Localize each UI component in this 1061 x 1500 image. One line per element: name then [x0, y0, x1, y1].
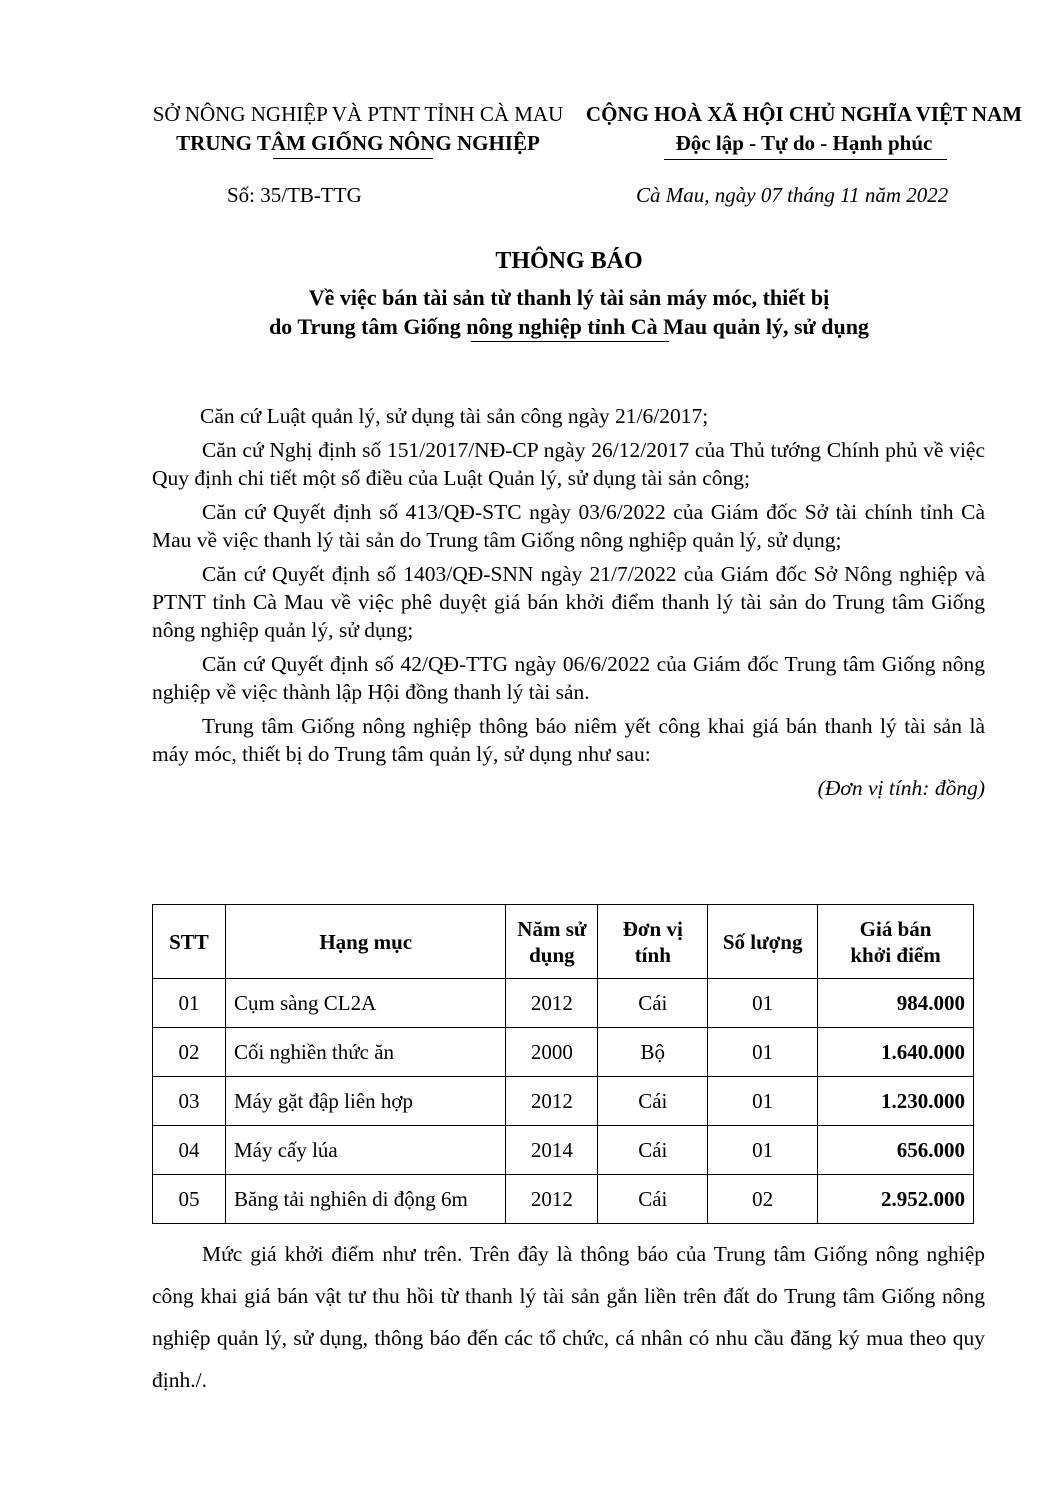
- cell-stt: 01: [153, 979, 226, 1028]
- paragraph-announcement: Trung tâm Giống nông nghiệp thông báo niêm yết công khai giá bán thanh lý tài sản là máy móc, thiết bị do Trung tâm quản lý, sử dụng như sau:: [152, 714, 985, 766]
- agency-underline: [273, 158, 433, 159]
- cell-year: 2014: [506, 1126, 598, 1175]
- table-row: [153, 1028, 974, 1077]
- cell-stt: 03: [153, 1077, 226, 1126]
- cell-year: 2012: [506, 979, 598, 1028]
- cell-price: 1.230.000: [818, 1077, 974, 1126]
- subtitle-line-2: do Trung tâm Giống nông nghiệp tỉnh Cà Mau quản lý, sử dụng: [269, 314, 869, 339]
- asset-price-table: [152, 904, 974, 1224]
- nation-header: [578, 100, 1030, 158]
- paragraph-legal-basis-5: Căn cứ Quyết định số 42/QĐ-TTG ngày 06/6/2022 của Giám đốc Trung tâm Giống nông nghiệp về việc thành lập Hội đồng thanh lý tài sản.: [152, 652, 985, 704]
- cell-qty: 02: [708, 1175, 818, 1224]
- header-item: Hạng mục: [225, 905, 505, 979]
- header-unit: Đơn vị tính: [598, 905, 708, 979]
- table-row: [153, 1077, 974, 1126]
- cell-item: Băng tải nghiên di động 6m: [225, 1175, 505, 1224]
- cell-unit: Cái: [598, 979, 708, 1028]
- header-stt: STT: [153, 905, 226, 979]
- cell-price: 2.952.000: [818, 1175, 974, 1224]
- agency-header: [138, 100, 578, 158]
- table-header-row: [153, 905, 974, 979]
- cell-year: 2012: [506, 1175, 598, 1224]
- table-row: [153, 1175, 974, 1224]
- closing-paragraph: Mức giá khởi điểm như trên. Trên đây là thông báo của Trung tâm Giống nông nghiệp công khai giá bán vật tư thu hồi từ thanh lý tài sản gắn liền trên đất do Trung tâm Giống nông nghiệp quản lý, sử dụng, thông báo đến các tổ chức, cá nhân có nhu cầu đăng ký mua theo quy định./.: [152, 1242, 985, 1392]
- cell-unit: Cái: [598, 1175, 708, 1224]
- cell-item: Máy cấy lúa: [225, 1126, 505, 1175]
- agency-name: TRUNG TÂM GIỐNG NÔNG NGHIỆP: [176, 131, 540, 155]
- cell-qty: 01: [708, 1028, 818, 1077]
- cell-unit: Bộ: [598, 1028, 708, 1077]
- cell-unit: Cái: [598, 1077, 708, 1126]
- cell-year: 2012: [506, 1077, 598, 1126]
- cell-unit: Cái: [598, 1126, 708, 1175]
- cell-stt: 02: [153, 1028, 226, 1077]
- cell-stt: 04: [153, 1126, 226, 1175]
- paragraph-legal-basis-1: Căn cứ Luật quản lý, sử dụng tài sản công ngày 21/6/2017;: [200, 404, 709, 428]
- header-year: Năm sử dụng: [506, 905, 598, 979]
- nation-name: CỘNG HOÀ XÃ HỘI CHỦ NGHĨA VIỆT NAM: [585, 102, 1023, 126]
- header-price: Giá bán khởi điểm: [818, 905, 974, 979]
- cell-stt: 05: [153, 1175, 226, 1224]
- closing-section: [152, 1233, 985, 1401]
- document-number: Số: 35/TB-TTG: [227, 183, 362, 207]
- paragraph-legal-basis-4: Căn cứ Quyết định số 1403/QĐ-SNN ngày 21/7/2022 của Giám đốc Sở Nông nghiệp và PTNT tỉnh Cà Mau về việc phê duyệt giá bán khởi điểm thanh lý tài sản do Trung tâm Giống nông nghiệp quản lý, sử dụng;: [152, 562, 985, 642]
- paragraph-legal-basis-3: Căn cứ Quyết định số 413/QĐ-STC ngày 03/6/2022 của Giám đốc Sở tài chính tỉnh Cà Mau về việc thanh lý tài sản do Trung tâm Giống nông nghiệp quản lý, sử dụng;: [152, 500, 985, 552]
- table-row: [153, 979, 974, 1028]
- subtitle-underline: [471, 341, 669, 342]
- paragraph-legal-basis-2: Căn cứ Nghị định số 151/2017/NĐ-CP ngày 26/12/2017 của Thủ tướng Chính phủ về việc Quy định chi tiết một số điều của Luật Quản lý, sử dụng tài sản công;: [152, 438, 985, 490]
- table-row: [153, 1126, 974, 1175]
- header-qty: Số lượng: [708, 905, 818, 979]
- cell-item: Máy gặt đập liên hợp: [225, 1077, 505, 1126]
- cell-qty: 01: [708, 1126, 818, 1175]
- unit-note: (Đơn vị tính: đồng): [817, 776, 985, 800]
- document-subtitle: [0, 283, 1061, 341]
- document-body: [152, 402, 985, 808]
- subtitle-line-1: Về việc bán tài sản từ thanh lý tài sản máy móc, thiết bị: [308, 285, 830, 310]
- nation-motto: Độc lập - Tự do - Hạnh phúc: [675, 131, 933, 155]
- document-date: Cà Mau, ngày 07 tháng 11 năm 2022: [636, 183, 949, 207]
- cell-item: Cối nghiền thức ăn: [225, 1028, 505, 1077]
- cell-item: Cụm sàng CL2A: [225, 979, 505, 1028]
- cell-qty: 01: [708, 1077, 818, 1126]
- agency-parent: SỞ NÔNG NGHIỆP VÀ PTNT TỈNH CÀ MAU: [152, 102, 564, 126]
- motto-underline: [664, 159, 947, 160]
- document-title: THÔNG BÁO: [495, 248, 643, 274]
- cell-qty: 01: [708, 979, 818, 1028]
- cell-price: 984.000: [818, 979, 974, 1028]
- cell-price: 656.000: [818, 1126, 974, 1175]
- cell-year: 2000: [506, 1028, 598, 1077]
- cell-price: 1.640.000: [818, 1028, 974, 1077]
